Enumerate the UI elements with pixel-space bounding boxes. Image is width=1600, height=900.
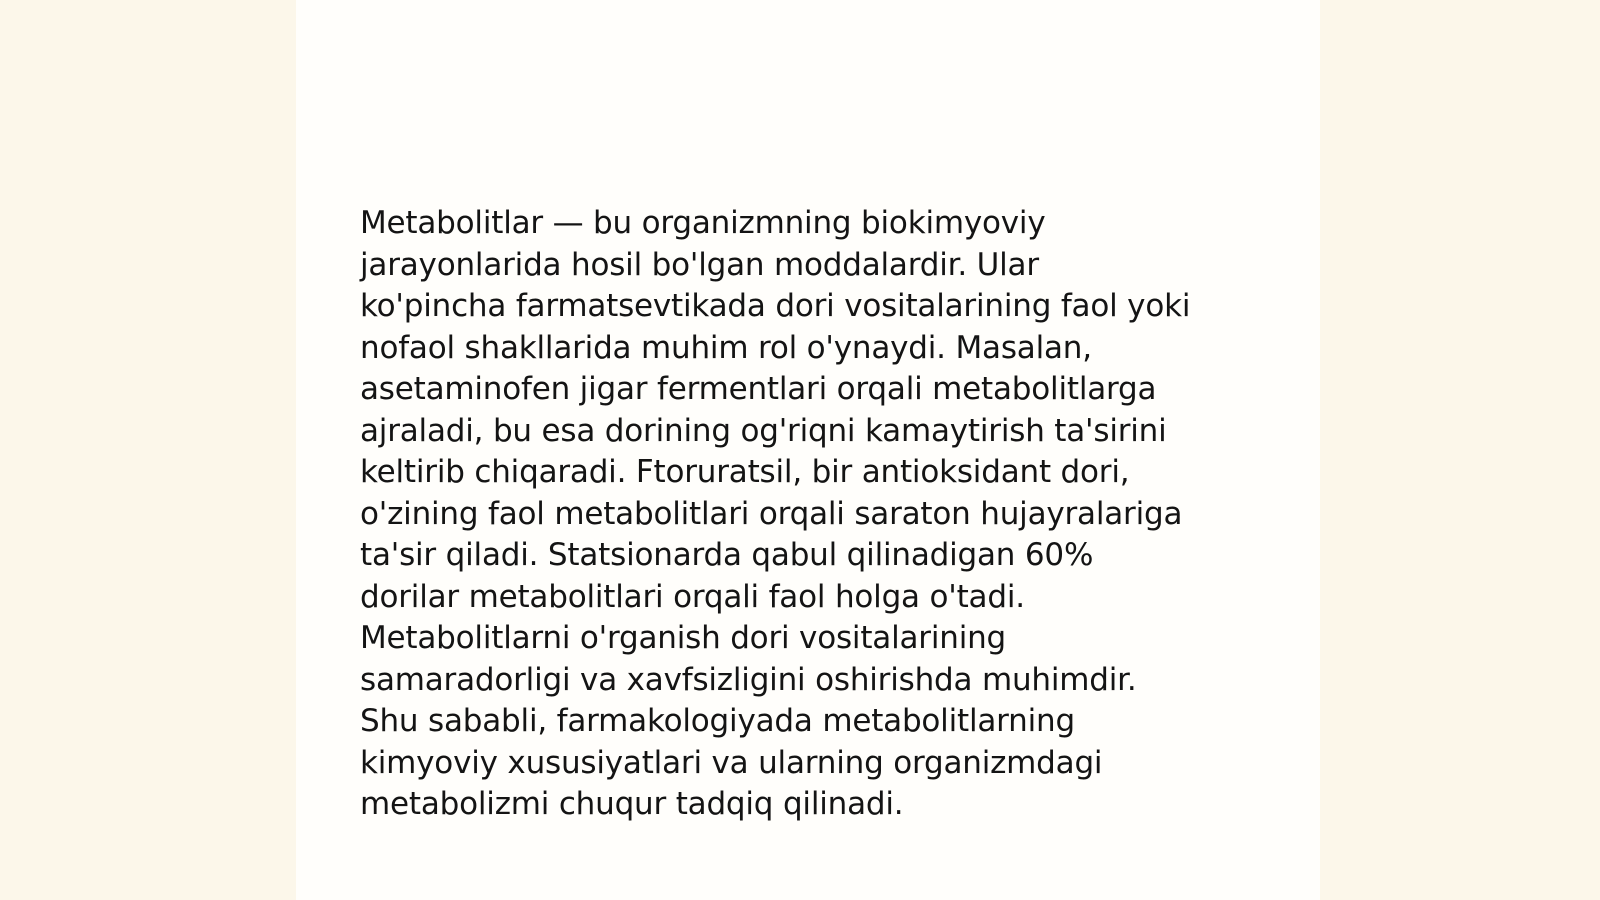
body-paragraph: Metabolitlar — bu organizmning biokimyoviy jarayonlarida hosil bo'lgan moddalardir. Ular ko'pincha farmatsevtikada dori vositalarining faol yoki nofaol shakllarida muhim rol o'ynaydi. Masalan, asetaminofen jigar fermentlari orqali metabolitlarga ajraladi, bu esa dorining og'riqni kamaytirish ta'sirini keltirib chiqaradi. Ftoruratsil, bir antioksidant dori, o'zining faol metabolitlari orqali saraton hujayralariga ta'sir qiladi. Statsionarda qabul qilinadigan 60% dorilar metabolitlari orqali faol holga o'tadi. Metabolitlarni o'rganish dori vositalarining samaradorligi va xavfsizligini oshirishda muhimdir. Shu sababli, farmakologiyada metabolitlarning kimyoviy xususiyatlari va ularning organizmdagi metabolizmi chuqur tadqiq qilinadi.	[360, 205, 1191, 822]
document-page	[296, 0, 1320, 900]
